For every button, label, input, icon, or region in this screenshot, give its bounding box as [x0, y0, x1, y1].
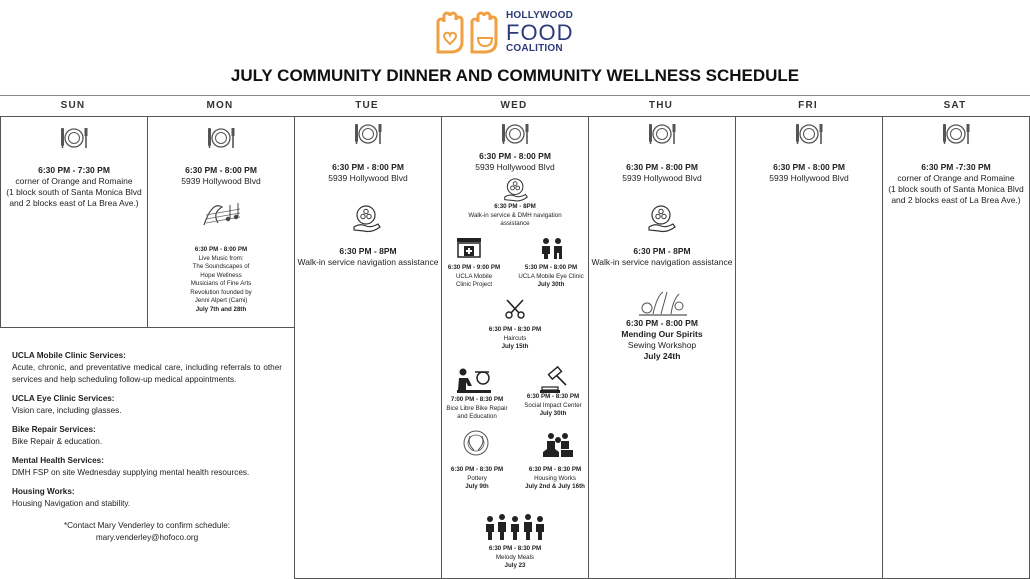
thu-walk-time: 6:30 PM - 8PM — [633, 246, 691, 256]
wed-clinic-l2: Clinic Project — [455, 281, 493, 288]
day-tue: TUE — [355, 100, 379, 111]
mon-music-l3: Hope Wellness — [200, 271, 242, 279]
wed-hw-date: July 2nd & July 16th — [525, 483, 585, 490]
clinic-building-icon — [455, 236, 483, 260]
wed-sic-time: 6:30 PM - 8:30 PM — [526, 393, 580, 400]
plate-utensils-icon — [942, 122, 972, 146]
wed-eye — [512, 264, 590, 290]
wed-walkin — [441, 203, 589, 229]
wed-hair-date: July 15th — [501, 343, 529, 350]
tue-walk-time: 6:30 PM - 8PM — [339, 246, 397, 256]
sat-loc1: corner of Orange and Romaine — [897, 173, 1015, 183]
logo — [434, 6, 574, 58]
mon-music-l6: Jenni Alpert (Cami) — [194, 297, 248, 304]
thu-sew-time: 6:30 PM - 8:00 PM — [626, 318, 698, 328]
wed-eye-text: UCLA Mobile Eye Clinic — [518, 272, 584, 280]
wed-address: 5939 Hollywood Blvd — [475, 162, 555, 172]
wed-content — [441, 151, 589, 173]
sun-time: 6:30 PM - 7:30 PM — [38, 165, 110, 175]
wed-bike-l1: Bice Libre Bike Repair — [446, 404, 508, 412]
wed-mel-date: July 23 — [504, 562, 526, 569]
mon-address: 5939 Hollywood Blvd — [181, 176, 261, 186]
page-title: JULY COMMUNITY DINNER AND COMMUNITY WELLNESS SCHEDULE — [230, 66, 800, 85]
logo-line3: COALITION — [506, 43, 563, 54]
wed-pot-date: July 9th — [465, 483, 489, 490]
contact-email[interactable]: mary.venderley@hofoco.org — [95, 533, 199, 542]
sun-loc1: corner of Orange and Romaine — [15, 176, 133, 186]
service-text-housing: Housing Navigation and stability. — [12, 499, 131, 508]
service-text-bike: Bike Repair & education. — [12, 437, 103, 446]
tue-walkin — [294, 246, 442, 268]
wed-mel-text: Melody Meals — [495, 553, 535, 561]
mon-content — [147, 165, 295, 187]
wed-bike-l2: and Education — [457, 413, 497, 420]
day-thu: THU — [648, 100, 674, 111]
hand-people-icon — [647, 205, 677, 235]
plate-utensils-icon — [501, 122, 531, 146]
wed-hw-text: Housing Works — [534, 474, 576, 482]
hands-heart-logo-icon — [434, 6, 504, 56]
bike-repair-icon — [455, 366, 493, 394]
eye-exam-icon — [538, 236, 566, 260]
fri-address: 5939 Hollywood Blvd — [769, 173, 849, 183]
wed-hair-time: 6:30 PM - 8:30 PM — [488, 326, 542, 333]
mon-music-l1: Live Music from: — [198, 254, 244, 262]
day-mon: MON — [206, 100, 234, 111]
sun-content — [0, 165, 148, 209]
service-heading-eye: UCLA Eye Clinic Services: — [12, 394, 115, 403]
wed-pot-text: Pottery — [467, 474, 487, 482]
melody-people-icon — [484, 513, 546, 543]
service-text-ucla-clinic: Acute, chronic, and preventative medical care, including referrals to other services and help scheduling follow-up medical appointments. — [12, 363, 282, 384]
wed-walk-l2: assistance — [500, 220, 530, 227]
thu-time: 6:30 PM - 8:00 PM — [626, 162, 698, 172]
plate-utensils-icon — [60, 126, 90, 150]
wed-eye-time: 5:30 PM - 8:00 PM — [524, 264, 578, 271]
plate-utensils-icon — [648, 122, 678, 146]
logo-line2: FOOD — [506, 20, 574, 45]
sat-loc2: (1 block south of Santa Monica Blvd — [888, 184, 1024, 194]
thu-address: 5939 Hollywood Blvd — [622, 173, 702, 183]
sat-content — [882, 162, 1030, 206]
service-heading-bike: Bike Repair Services: — [12, 425, 96, 434]
mon-music-dates: July 7th and 28th — [195, 305, 247, 313]
mon-time: 6:30 PM - 8:00 PM — [185, 165, 257, 175]
wed-pot-time: 6:30 PM - 8:30 PM — [450, 466, 504, 473]
day-header-row — [0, 95, 1030, 116]
tue-box — [294, 116, 442, 579]
wed-mel-time: 6:30 PM - 8:30 PM — [488, 545, 542, 552]
sun-loc3: and 2 blocks east of La Brea Ave.) — [9, 198, 139, 208]
service-heading-housing: Housing Works: — [12, 487, 75, 496]
sun-loc2: (1 block south of Santa Monica Blvd — [6, 187, 142, 197]
logo-line1: HOLLYWOOD — [506, 10, 573, 21]
scissors-icon — [504, 298, 526, 320]
day-sat: SAT — [943, 100, 967, 111]
wed-time: 6:30 PM - 8:00 PM — [479, 151, 551, 161]
wed-social-impact — [516, 393, 590, 419]
sat-loc3: and 2 blocks east of La Brea Ave.) — [891, 195, 1021, 205]
thu-sewing — [588, 318, 736, 362]
thu-walkin — [588, 246, 736, 268]
day-wed: WED — [500, 100, 528, 111]
wed-housing-works — [512, 466, 598, 492]
fri-box — [735, 116, 883, 579]
mon-music — [147, 246, 295, 314]
service-heading-mental-health: Mental Health Services: — [12, 456, 104, 465]
wed-walk-time: 6:30 PM - 8PM — [494, 203, 536, 210]
mon-music-l2: The Soundscapes of — [192, 263, 250, 270]
wed-bike-time: 7:00 PM - 8:30 PM — [450, 396, 504, 403]
wed-melody-meals — [441, 545, 589, 571]
plate-utensils-icon — [207, 126, 237, 150]
thu-sew-title: Mending Our Spirits — [621, 329, 703, 339]
thu-sew-text: Sewing Workshop — [627, 340, 697, 350]
wed-sic-date: July 30th — [539, 410, 567, 417]
wed-walk-l1: Walk-in service & DMH navigation — [468, 211, 562, 219]
sat-time: 6:30 PM -7:30 PM — [921, 162, 991, 172]
mon-music-l5: Revolution founded by — [190, 288, 252, 296]
tue-address: 5939 Hollywood Blvd — [328, 173, 408, 183]
mon-music-l4: Musicians of Fine Arts — [190, 280, 252, 287]
thu-sew-date: July 24th — [643, 351, 681, 361]
wed-clinic-l1: UCLA Mobile — [455, 272, 493, 280]
wed-pottery — [441, 466, 513, 492]
hand-people-icon — [352, 205, 382, 235]
music-notes-icon — [200, 195, 244, 235]
wed-hair-text: Haircuts — [503, 334, 527, 342]
service-heading-ucla-clinic: UCLA Mobile Clinic Services: — [12, 351, 126, 360]
day-fri: FRI — [798, 100, 818, 111]
sewing-icon — [637, 288, 689, 318]
wed-hw-time: 6:30 PM - 8:30 PM — [528, 466, 582, 473]
plate-utensils-icon — [795, 122, 825, 146]
services-list — [12, 350, 282, 544]
tue-content — [294, 162, 442, 184]
gavel-icon — [540, 366, 570, 394]
wed-haircuts — [441, 326, 589, 352]
plate-utensils-icon — [354, 122, 384, 146]
tue-time: 6:30 PM - 8:00 PM — [332, 162, 404, 172]
thu-walk-text: Walk-in service navigation assistance — [591, 257, 733, 267]
tue-walk-text: Walk-in service navigation assistance — [297, 257, 439, 267]
service-text-mental-health: DMH FSP on site Wednesday supplying mental health resources. — [12, 468, 250, 477]
hand-people-icon — [503, 178, 529, 204]
wed-sic-text: Social Impact Center — [524, 401, 582, 409]
wed-bike — [441, 396, 513, 422]
wed-clinic-time: 6:30 PM - 9:00 PM — [447, 264, 501, 271]
service-text-eye: Vision care, including glasses. — [12, 406, 122, 415]
thu-content — [588, 162, 736, 184]
fri-time: 6:30 PM - 8:00 PM — [773, 162, 845, 172]
mon-music-time: 6:30 PM - 8:00 PM — [194, 246, 248, 253]
housing-icon — [541, 432, 575, 458]
fri-content — [735, 162, 883, 184]
contact-line: *Contact Mary Venderley to confirm schedule: — [63, 521, 231, 530]
wed-clinic — [441, 264, 507, 290]
day-sun: SUN — [60, 100, 86, 111]
pottery-icon — [461, 428, 491, 458]
wed-eye-date: July 30th — [537, 281, 565, 288]
contact-note — [12, 520, 282, 544]
